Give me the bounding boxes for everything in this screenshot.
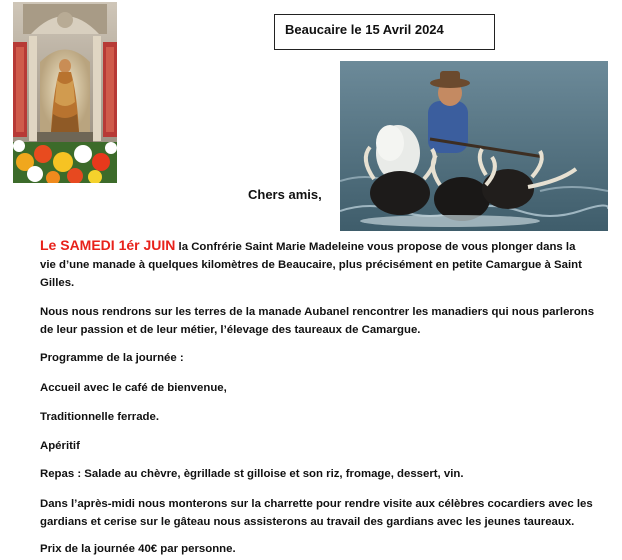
afternoon-paragraph [40,495,600,531]
gardian-bulls-photo [340,61,608,231]
programme-item-ferrade: Traditionnelle ferrade. [40,411,160,423]
afternoon-line-2: gardians et cerise sur le gâteau nous assisterons au travail des gardians avec les jeunes taureaux. [40,516,575,528]
date-box [274,14,495,50]
price-line: Prix de la journée 40€ par personne. [40,543,236,555]
date-line: Beaucaire le 15 Avril 2024 [285,22,444,37]
statue-image [13,2,117,183]
event-date-highlight: Le SAMEDI 1ér JUIN [40,237,176,253]
programme-item-welcome: Accueil avec le café de bienvenue, [40,382,227,394]
intro-paragraph [40,236,600,292]
manade-paragraph [40,303,600,339]
programme-title: Programme de la journée : [40,352,184,364]
programme-item-meal: Repas : Salade au chèvre, ègrillade st gilloise et son riz, fromage, dessert, vin. [40,468,464,480]
afternoon-line-1: Dans l’après-midi nous monterons sur la charrette pour rendre visite aux célèbres cocardiers avec les [40,498,593,510]
intro-line-3: Gilles. [40,277,75,289]
manade-line-1: Nous nous rendrons sur les terres de la manade Aubanel rencontrer les manadiers qui nous parlerons [40,306,595,318]
greeting: Chers amis, [248,187,322,202]
intro-line-2: vie d’une manade à quelques kilomètres de Beaucaire, plus précisément en petite Camargue à Saint [40,259,582,271]
manade-line-2: de leur passion et de leur métier, l’élevage des taureaux de Camargue. [40,324,421,336]
intro-line-1 [40,236,600,256]
intro-line-1-rest: la Confrérie Saint Marie Madeleine vous propose de vous plonger dans la [175,241,576,253]
programme-item-aperitif: Apéritif [40,440,80,452]
